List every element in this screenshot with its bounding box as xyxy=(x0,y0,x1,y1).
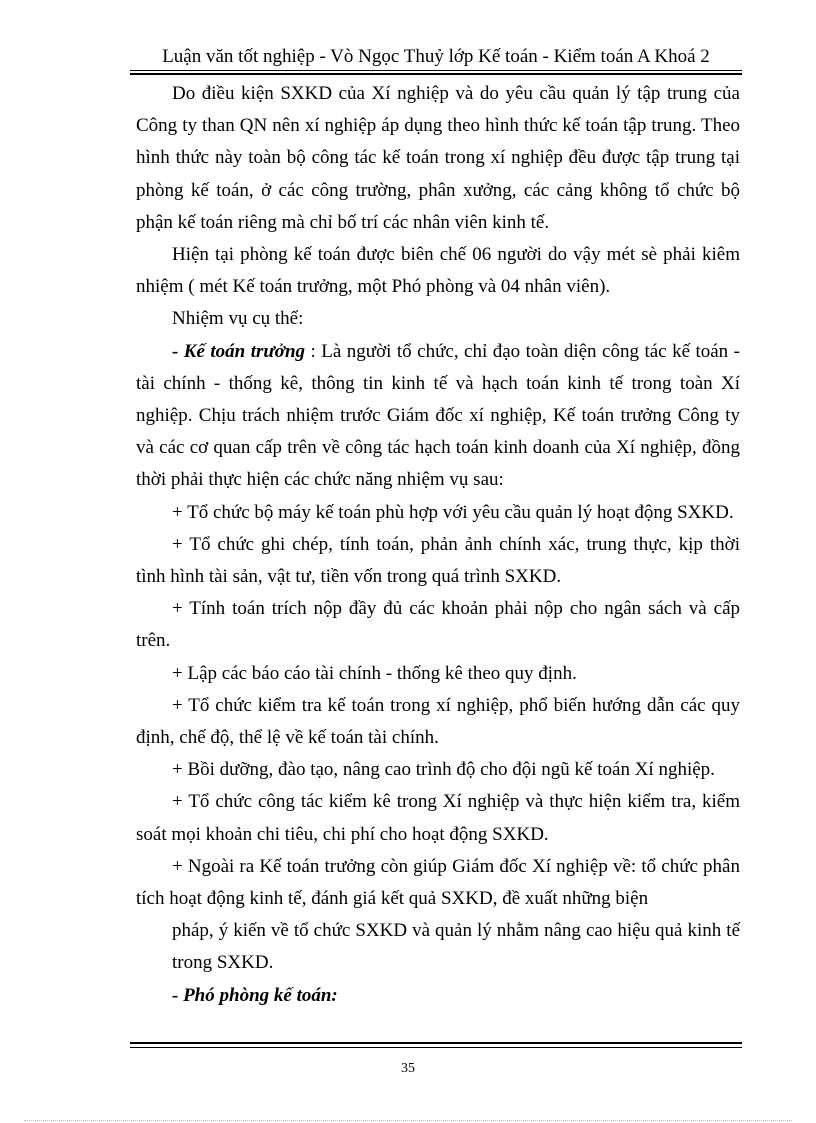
header-rule-thick xyxy=(130,73,742,75)
bullet-payments: + Tính toán trích nộp đầy đủ các khoản phải nộp cho ngân sách và cấp trên. xyxy=(136,598,740,652)
paragraph-staffing: Hiện tại phòng kế toán được biên chế 06 người do vậy mét sè phải kiêm nhiệm ( mét Kế toán trưởng, một Phó phòng và 04 nhân viên). xyxy=(136,244,740,298)
footer-rule-thick xyxy=(130,1042,742,1044)
bullet-organize-apparatus: + Tổ chức bộ máy kế toán phù hợp với yêu cầu quản lý hoạt động SXKD. xyxy=(172,501,734,523)
bullet-assist-director: + Ngoài ra Kế toán trưởng còn giúp Giám đốc Xí nghiệp về: tổ chức phân tích hoạt động kinh tế, đánh giá kết quả SXKD, đề xuất những biện xyxy=(136,855,740,910)
bullet-reports: + Lập các báo cáo tài chính - thống kê theo quy định. xyxy=(172,662,577,684)
footer-rule-thin xyxy=(130,1047,742,1048)
chief-accountant-label: - Kế toán trưởng xyxy=(172,340,306,362)
page-number: 35 xyxy=(401,1061,415,1076)
paragraph-deputy-head xyxy=(136,980,740,1012)
paragraph-chief-accountant xyxy=(136,336,740,497)
paragraph-duties-heading: Nhiệm vụ cụ thể: xyxy=(172,308,304,330)
bullet-assist-director-continued: pháp, ý kiến về tổ chức SXKD và quản lý nhằm nâng cao hiệu quả kinh tế trong SXKD. xyxy=(172,920,740,974)
bullet-training: + Bồi dưỡng, đào tạo, nâng cao trình độ cho đội ngũ kế toán Xí nghiệp. xyxy=(172,759,715,781)
page-header: Luận văn tốt nghiệp - Vò Ngọc Thuỷ lớp Kế toán - Kiểm toán A Khoá 2 xyxy=(162,46,710,67)
page-bottom-dotted-line xyxy=(24,1120,792,1121)
bullet-inspection: + Tổ chức kiểm tra kế toán trong xí nghiệp, phổ biến hướng dẫn các quy định, chế độ, thể lệ về kế toán tài chính. xyxy=(136,694,740,749)
document-body xyxy=(136,78,740,1012)
bullet-record-keeping: + Tổ chức ghi chép, tính toán, phản ảnh chính xác, trung thực, kịp thời tình hình tài sản, vật tư, tiền vốn trong quá trình SXKD. xyxy=(136,533,740,588)
bullet-inventory: + Tổ chức công tác kiểm kê trong Xí nghiệp và thực hiện kiểm tra, kiểm soát mọi khoản chi tiêu, chi phí cho hoạt động SXKD. xyxy=(136,791,740,845)
deputy-head-label: - Phó phòng kế toán: xyxy=(172,984,338,1006)
header-rule-thin xyxy=(130,70,742,71)
chief-accountant-text: : Là người tổ chức, chỉ đạo toàn diện công tác kế toán - tài chính - thống kê, thông tin kinh tế và hạch toán kinh tế trong toàn Xí nghiệp. Chịu trách nhiệm trước Giám đốc xí nghiệp, Kế toán trưởng Công ty và các cơ quan cấp trên về công tác hạch toán kinh doanh của Xí nghiệp, đồng thời phải thực hiện các chức năng nhiệm vụ sau: xyxy=(136,340,740,491)
paragraph-accounting-form: Do điều kiện SXKD của Xí nghiệp và do yêu cầu quản lý tập trung của Công ty than QN nên xí nghiệp áp dụng theo hình thức kế toán tập trung. Theo hình thức này toàn bộ công tác kế toán trong xí nghiệp đều được tập trung tại phòng kế toán, ở các công trường, phân xưởng, các cảng không tổ chức bộ phận kế toán riêng mà chỉ bố trí các nhân viên kinh tế. xyxy=(136,83,740,233)
